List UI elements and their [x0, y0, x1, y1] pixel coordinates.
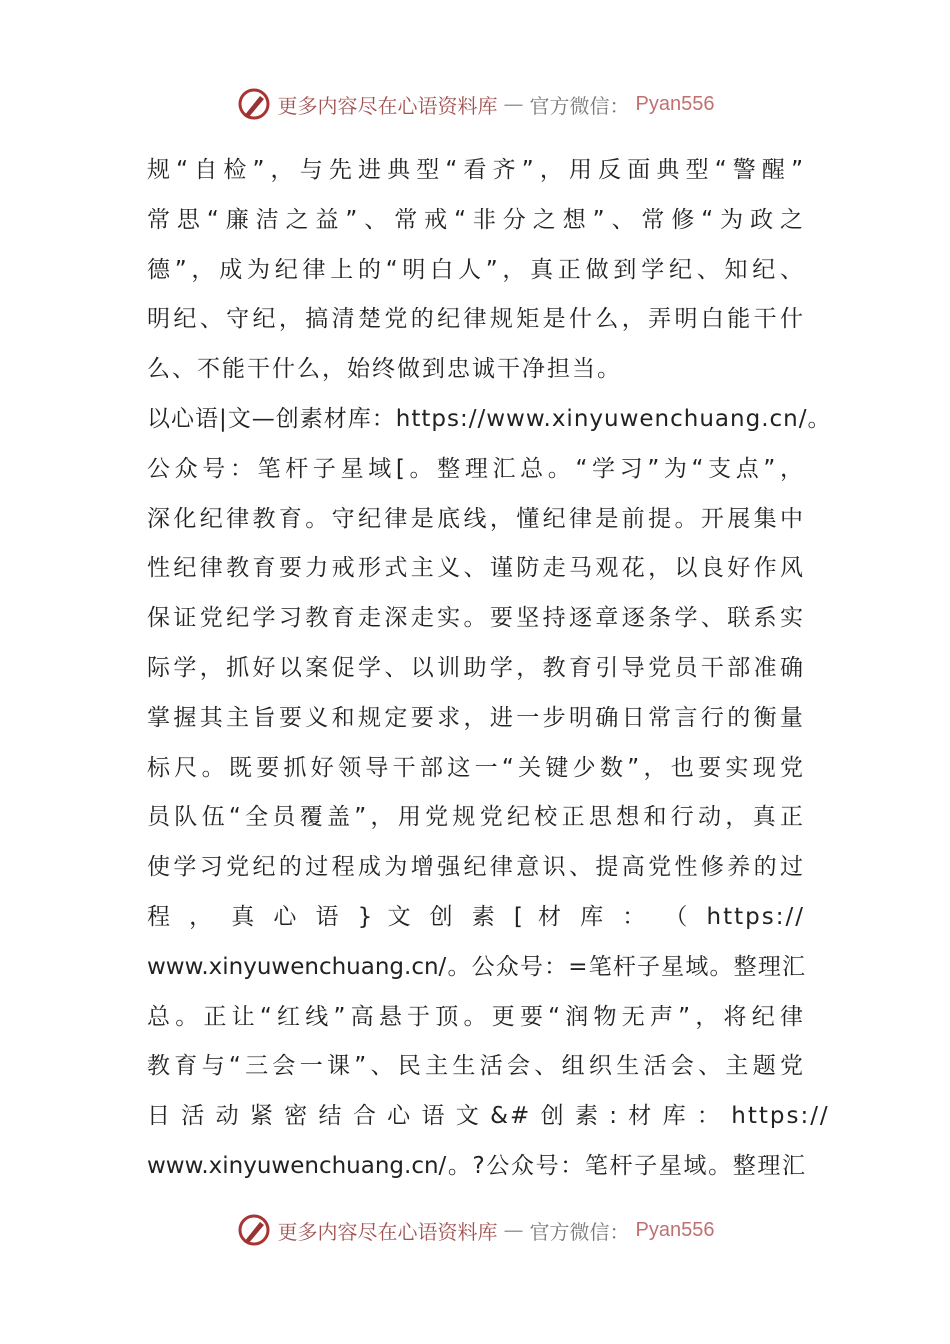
text-line: 使学习党纪的过程成为增强纪律意识、提高党性修养的过 [147, 854, 805, 881]
text-line: 德”，成为纪律上的“明白人”，真正做到学纪、知纪、 [147, 256, 805, 283]
header-watermark [0, 86, 950, 122]
footer-watermark [0, 1212, 950, 1248]
watermark-dash: — [503, 1218, 524, 1242]
watermark-wechat-id: Pyan556 [635, 1218, 715, 1241]
text-line: 标尺。既要抓好领导干部这一“关键少数”，也要实现党 [147, 754, 805, 781]
watermark-official-label: 官方微信： [529, 1219, 630, 1244]
text-line: 公众号：笔杆子星域[。整理汇总。“学习”为“支点”， [147, 455, 805, 482]
watermark-wechat-id: Pyan556 [635, 92, 715, 115]
text-line: 么、不能干什么，始终做到忠诚干净担当。 [147, 356, 622, 383]
text-line: 以心语|文—创素材库：https://www.xinyuwenchuang.cn/。 [147, 405, 832, 432]
document-body [147, 148, 832, 1194]
text-line: 规“自检”，与先进典型“看齐”，用反面典型“警醒” [147, 157, 805, 183]
pen-logo-icon [236, 1212, 272, 1248]
text-line: 深化纪律教育。守纪律是底线，懂纪律是前提。开展集中 [147, 505, 805, 532]
watermark-site-text: 更多内容尽在心语资料库 [277, 1219, 498, 1244]
text-line: 际学，抓好以案促学、以训助学，教育引导党员干部准确 [147, 654, 805, 681]
watermark-dash: — [503, 92, 524, 116]
text-line: 教育与“三会一课”、民主生活会、组织生活会、主题党 [147, 1053, 805, 1080]
text-line: www.xinyuwenchuang.cn/。公众号：=笔杆子星域。整理汇 [147, 953, 805, 980]
text-line: 明纪、守纪，搞清楚党的纪律规矩是什么，弄明白能干什 [147, 306, 805, 333]
text-line: 保证党纪学习教育走深走实。要坚持逐章逐条学、联系实 [147, 605, 805, 632]
text-line: 常思“廉洁之益”、常戒“非分之想”、常修“为政之 [147, 206, 805, 233]
text-line: 员队伍“全员覆盖”，用党规党纪校正思想和行动，真正 [147, 804, 805, 831]
text-line: 掌握其主旨要义和规定要求，进一步明确日常言行的衡量 [147, 704, 805, 731]
pen-logo-icon [236, 86, 272, 122]
watermark-official-label: 官方微信： [529, 93, 630, 118]
text-line: 日 活 动 紧 密 结 合 心 语 文 &# 创 素 : 材 库 ： https:// [147, 1103, 830, 1130]
text-line: www.xinyuwenchuang.cn/。?公众号：笔杆子星域。整理汇 [147, 1152, 805, 1179]
text-line: 总。正让“红线”高悬于顶。更要“润物无声”，将纪律 [147, 1003, 805, 1030]
text-line: 程 ， 真 心 语 } 文 创 素 [ 材 库 ： （ https:// [147, 903, 805, 930]
watermark-site-text: 更多内容尽在心语资料库 [277, 93, 498, 118]
text-line: 性纪律教育要力戒形式主义、谨防走马观花，以良好作风 [147, 555, 805, 582]
